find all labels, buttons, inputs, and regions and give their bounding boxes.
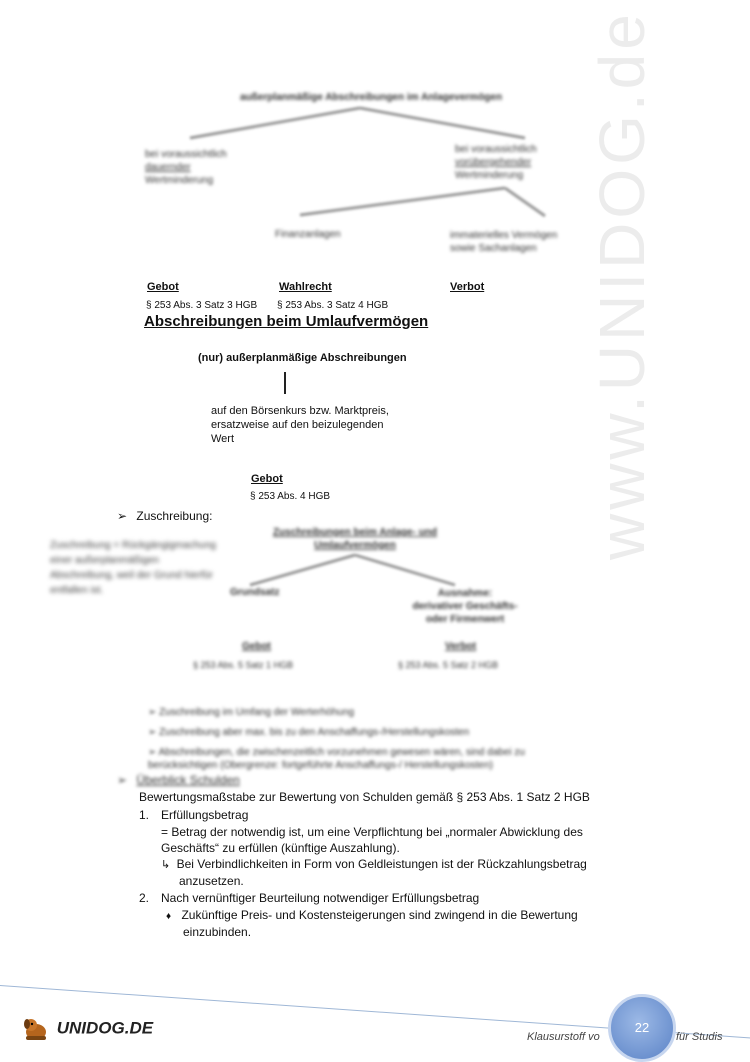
left-branch-line: Wertminderung xyxy=(145,175,214,186)
right-branch-line: bei voraussichtlich xyxy=(455,144,537,155)
definition-line: Abschreibung, weil der Grund hierfür xyxy=(50,570,213,581)
point-text: Zuschreibung aber max. bis zu den Anschaffungs-/Herstellungskosten xyxy=(159,727,470,738)
footer-text-left xyxy=(527,1031,600,1043)
definition-line: einer außerplanmäßigen xyxy=(50,555,159,566)
sub-right-line: sowie Sachanlagen xyxy=(450,243,537,254)
umlauf-ref: § 253 Abs. 4 HGB xyxy=(250,491,331,502)
right-branch-line: Wertminderung xyxy=(455,170,524,181)
point-text: Abschreibungen, die zwischenzeitlich vorzunehmen gewesen wären, sind dabei zu berücksichtigen (Obergrenze: fortgeführte Anschaffungs-/ Herstellungskosten) xyxy=(148,747,525,771)
item2-point-text: Zukünftige Preis- und Kostensteigerungen sind zwingend in die Bewertung xyxy=(181,908,578,922)
page-number: 22 xyxy=(608,994,676,1062)
arrow-bullet-icon: ➢ xyxy=(148,707,157,718)
item2-point xyxy=(166,908,578,922)
sub-right-line: immaterielles Vermögen xyxy=(450,230,558,241)
diamond-bullet-icon: ♦ xyxy=(166,911,172,922)
zuschreibung-title-line: Zuschreibungen beim Anlage- und xyxy=(272,527,438,538)
zuschreibung-label-gebot: Gebot xyxy=(242,641,271,652)
hook-arrow-icon: ↳ xyxy=(161,859,171,871)
zuschreibung-ref-left: § 253 Abs. 5 Satz 1 HGB xyxy=(193,660,294,670)
definition-line: entfallen ist. xyxy=(50,585,104,596)
left-branch-line: dauernder xyxy=(145,162,191,173)
zuschreibung-label-verbot: Verbot xyxy=(445,641,477,652)
logo-text: UNIDOG.DE xyxy=(56,1018,154,1038)
item1-arrow xyxy=(161,857,587,871)
definition-line: Zuschreibung = Rückgängigmachung xyxy=(50,540,216,551)
umlauf-sub: (nur) außerplanmäßige Abschreibungen xyxy=(198,352,407,364)
item1-arrow-text: Bei Verbindlichkeiten in Form von Geldleistungen ist der Rückzahlungsbetrag xyxy=(176,857,587,871)
zuschreibung-point xyxy=(148,723,578,743)
left-branch-line: bei voraussichtlich xyxy=(145,149,227,160)
schulden-bullet xyxy=(117,773,240,787)
arrow-bullet-icon: ➢ xyxy=(117,773,128,787)
zuschreibung-point xyxy=(148,746,578,772)
zuschreibung-grundsatz: Grundsatz xyxy=(230,587,280,598)
zuschreibung-point xyxy=(148,703,578,723)
ausnahme-line: derivativer Geschäfts- xyxy=(412,601,518,612)
ausnahme-line: Ausnahme: xyxy=(437,588,493,599)
umlauf-text-line: ersatzweise auf den beizulegenden xyxy=(211,419,384,431)
item1-title: Erfüllungsbetrag xyxy=(161,808,249,822)
footer-text-right: für Studis xyxy=(676,1031,723,1043)
arrow-bullet-icon: ➢ xyxy=(148,727,157,738)
watermark: www.UNIDOG.de xyxy=(586,10,658,560)
dog-logo-icon xyxy=(22,1016,50,1042)
schulden-heading: Überblick Schulden xyxy=(136,773,240,787)
item2-point-text2: einzubinden. xyxy=(183,925,252,939)
umlauf-heading: Abschreibungen beim Umlaufvermögen xyxy=(144,313,429,330)
arrow-bullet-icon: ➢ xyxy=(117,509,128,523)
zuschreibung-label: Zuschreibung: xyxy=(136,509,213,523)
item1-number: 1. xyxy=(139,808,150,822)
footer-logo xyxy=(22,1016,153,1042)
schulden-intro: Bewertungsmaßstabe zur Bewertung von Schulden gemäß § 253 Abs. 1 Satz 2 HGB xyxy=(139,790,590,804)
zuschreibung-title-line: Umlaufvermögen xyxy=(314,540,396,551)
item1-arrow-text2: anzusetzen. xyxy=(179,874,244,888)
item2-number: 2. xyxy=(139,891,150,905)
sub-left-text: Finanzanlagen xyxy=(275,229,341,240)
item1-line2: Geschäfts“ zu erfüllen (künftige Auszahlung). xyxy=(161,841,400,855)
right-branch-line: vorübergehender xyxy=(455,157,532,168)
zuschreibung-points xyxy=(148,703,578,772)
zuschreibung-ausnahme xyxy=(400,587,530,626)
umlauf-text-line: auf den Börsenkurs bzw. Marktpreis, xyxy=(211,405,389,417)
item1-line1: = Betrag der notwendig ist, um eine Verpflichtung bei „normaler Abwicklung des xyxy=(161,825,583,839)
ref-gebot: § 253 Abs. 3 Satz 3 HGB xyxy=(146,300,258,311)
item2-title: Nach vernünftiger Beurteilung notwendiger Erfüllungsbetrag xyxy=(161,891,480,905)
footer-text-part: vo xyxy=(588,1031,600,1043)
label-verbot: Verbot xyxy=(450,281,485,293)
diagram-title: außerplanmäßige Abschreibungen im Anlagevermögen xyxy=(240,92,503,103)
footer-text-part: Klausurstoff xyxy=(527,1031,586,1043)
umlauf-text-line: Wert xyxy=(211,433,235,445)
umlauf-label: Gebot xyxy=(251,473,283,485)
zuschreibung-ref-right: § 253 Abs. 5 Satz 2 HGB xyxy=(398,660,499,670)
label-gebot: Gebot xyxy=(147,281,179,293)
label-wahlrecht: Wahlrecht xyxy=(279,281,332,293)
ausnahme-line: oder Firmenwert xyxy=(425,614,505,625)
arrow-bullet-icon: ➢ xyxy=(148,747,157,758)
point-text: Zuschreibung im Umfang der Werterhöhung xyxy=(159,707,355,718)
ref-wahlrecht: § 253 Abs. 3 Satz 4 HGB xyxy=(277,300,389,311)
